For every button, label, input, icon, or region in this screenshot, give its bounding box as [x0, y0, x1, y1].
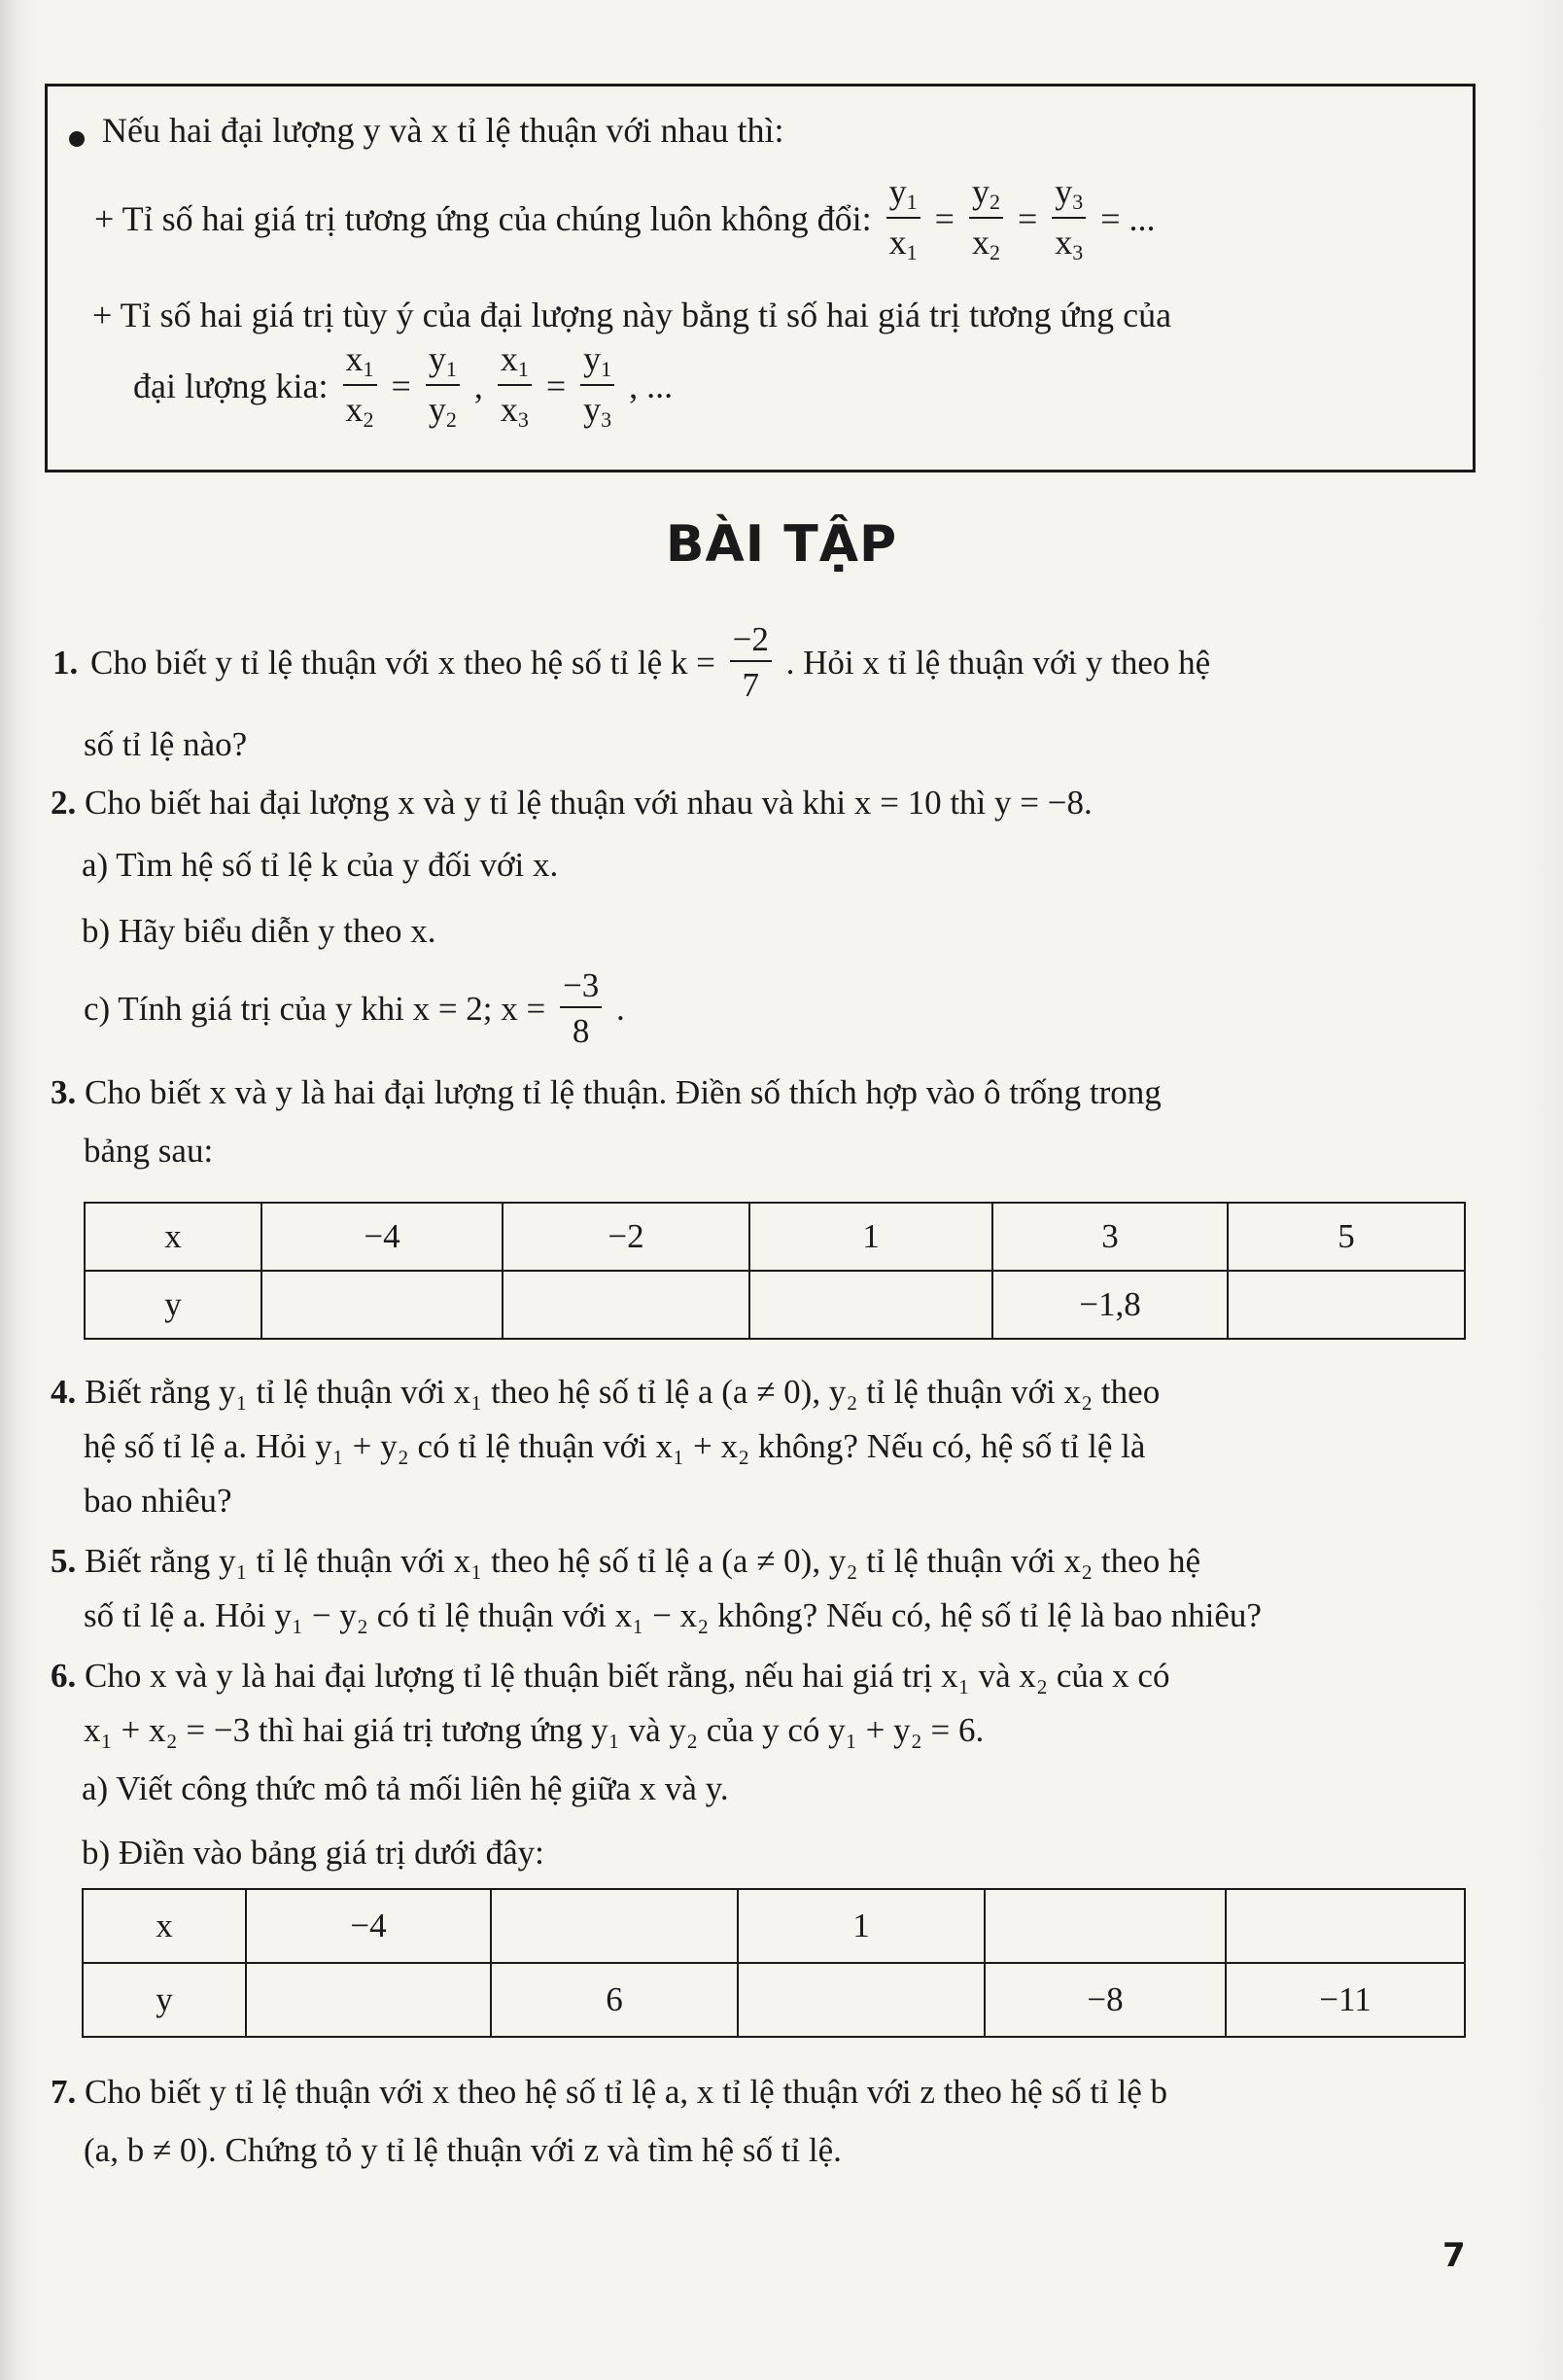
- exercise-2a: a) Tìm hệ số tỉ lệ k của y đối với x.: [82, 846, 559, 884]
- exercise-2c: c) Tính giá trị của y khi x = 2; x = $\frac{-3}{8}$ .: [84, 966, 625, 1050]
- fraction-y2-x2: $\frac{y_2}{x_2}$: [969, 174, 1003, 263]
- table-cell: y: [85, 1271, 261, 1339]
- table-cell: [246, 1963, 491, 2037]
- table-cell: −2: [503, 1203, 749, 1271]
- table-cell: 5: [1228, 1203, 1465, 1271]
- rule-1-text: + Tỉ số hai giá trị tương ứng của chúng luôn không đổi:: [94, 199, 872, 238]
- table-row: [83, 1963, 1465, 2037]
- fraction-y1-x1: $\frac{y_1}{x_1}$: [886, 174, 920, 263]
- table-exercise-3: [84, 1202, 1466, 1340]
- exercise-6a: a) Viết công thức mô tả mối liên hệ giữa x và y.: [82, 1769, 729, 1807]
- fraction-x1-x2: $\frac{x_1}{x_2}$: [343, 341, 377, 431]
- table-cell: y: [83, 1963, 246, 2037]
- exercise-4-line-3: bao nhiêu?: [84, 1482, 232, 1520]
- exercise-4-line-2: hệ số tỉ lệ a. Hỏi y₁ + y₂ có tỉ lệ thuận với x₁ + x₂ không? Nếu có, hệ số tỉ lệ là: [84, 1427, 1146, 1465]
- table-cell: −8: [985, 1963, 1226, 2037]
- table-cell: [1226, 1889, 1465, 1963]
- table-cell: −4: [246, 1889, 491, 1963]
- fraction-x1-x3: $\frac{x_1}{x_3}$: [498, 341, 532, 431]
- table-cell: −11: [1226, 1963, 1465, 2037]
- table-row: [85, 1203, 1465, 1271]
- theory-rule-2-formula: đại lượng kia: $\frac{x_1}{x_2}$ = $\frac{y_1}{y_2}$ , $\frac{x_1}{x_3}$ = $\frac{y_1}{y_3}$ , ...: [133, 339, 674, 432]
- exercise-5: 5. Biết rằng y₁ tỉ lệ thuận với x₁ theo hệ số tỉ lệ a (a ≠ 0), y₂ tỉ lệ thuận với x₂ theo hệ: [51, 1542, 1200, 1580]
- table-cell: [503, 1271, 749, 1339]
- fraction-y3-x3: $\frac{y_3}{x_3}$: [1052, 174, 1086, 263]
- exercise-7: 7. Cho biết y tỉ lệ thuận với x theo hệ số tỉ lệ a, x tỉ lệ thuận với z theo hệ số tỉ lệ b: [51, 2073, 1168, 2111]
- theory-box: [45, 84, 1476, 472]
- table-cell: x: [83, 1889, 246, 1963]
- fraction-y1-y3: $\frac{y_1}{y_3}$: [580, 341, 614, 431]
- table-cell: −1,8: [992, 1271, 1228, 1339]
- exercise-7-line-2: (a, b ≠ 0). Chứng tỏ y tỉ lệ thuận với z và tìm hệ số tỉ lệ.: [84, 2131, 842, 2169]
- fraction-y1-y2: $\frac{y_1}{y_2}$: [426, 341, 460, 431]
- table-exercise-6: [82, 1888, 1466, 2038]
- exercise-1: 1. Cho biết y tỉ lệ thuận với x theo hệ số tỉ lệ k = $\frac{-2}{7}$ . Hỏi x tỉ lệ thuận với y theo hệ: [52, 620, 1211, 704]
- table-row: [85, 1271, 1465, 1339]
- exercise-5-line-2: số tỉ lệ a. Hỏi y₁ − y₂ có tỉ lệ thuận với x₁ − x₂ không? Nếu có, hệ số tỉ lệ là bao nhiêu?: [84, 1596, 1262, 1634]
- exercise-1-line-2: số tỉ lệ nào?: [84, 725, 248, 763]
- table-cell: x: [85, 1203, 261, 1271]
- table-cell: [1228, 1271, 1465, 1339]
- exercise-6b: b) Điền vào bảng giá trị dưới đây:: [82, 1834, 544, 1872]
- exercise-2: 2. Cho biết hai đại lượng x và y tỉ lệ thuận với nhau và khi x = 10 thì y = −8.: [51, 784, 1093, 822]
- theory-intro: Nếu hai đại lượng y và x tỉ lệ thuận với nhau thì:: [102, 111, 784, 150]
- exercise-6-line-2: x₁ + x₂ = −3 thì hai giá trị tương ứng y₁ và y₂ của y có y₁ + y₂ = 6.: [84, 1711, 985, 1749]
- exercise-4: 4. Biết rằng y₁ tỉ lệ thuận với x₁ theo hệ số tỉ lệ a (a ≠ 0), y₂ tỉ lệ thuận với x₂ theo: [51, 1373, 1161, 1411]
- table-cell: [985, 1889, 1226, 1963]
- table-cell: 6: [491, 1963, 738, 2037]
- page-number: 7: [1442, 2236, 1466, 2275]
- exercise-3: 3. Cho biết x và y là hai đại lượng tỉ lệ thuận. Điền số thích hợp vào ô trống trong: [51, 1073, 1162, 1111]
- theory-rule-2: + Tỉ số hai giá trị tùy ý của đại lượng này bằng tỉ số hai giá trị tương ứng của: [92, 296, 1172, 334]
- fraction-c: $\frac{-3}{8}$: [560, 968, 602, 1048]
- table-cell: [749, 1271, 992, 1339]
- table-cell: 3: [992, 1203, 1228, 1271]
- bullet-dot: [69, 131, 85, 147]
- fraction-k: $\frac{-2}{7}$: [730, 622, 772, 702]
- table-cell: [738, 1963, 985, 2037]
- exercise-6: 6. Cho x và y là hai đại lượng tỉ lệ thuận biết rằng, nếu hai giá trị x₁ và x₂ của x có: [51, 1657, 1170, 1695]
- table-cell: [261, 1271, 503, 1339]
- exercise-3-line-2: bảng sau:: [84, 1132, 214, 1170]
- section-heading: BÀI TẬP: [665, 515, 898, 574]
- theory-rule-1: + Tỉ số hai giá trị tương ứng của chúng luôn không đổi: $\frac{y_1}{x_1}$ = $\frac{y_2}{x_2}$ = $\frac{y_3}{x_3}$ = ...: [94, 172, 1156, 264]
- table-cell: 1: [749, 1203, 992, 1271]
- table-cell: −4: [261, 1203, 503, 1271]
- exercise-2b: b) Hãy biểu diễn y theo x.: [82, 912, 436, 950]
- table-cell: 1: [738, 1889, 985, 1963]
- table-row: [83, 1889, 1465, 1963]
- table-cell: [491, 1889, 738, 1963]
